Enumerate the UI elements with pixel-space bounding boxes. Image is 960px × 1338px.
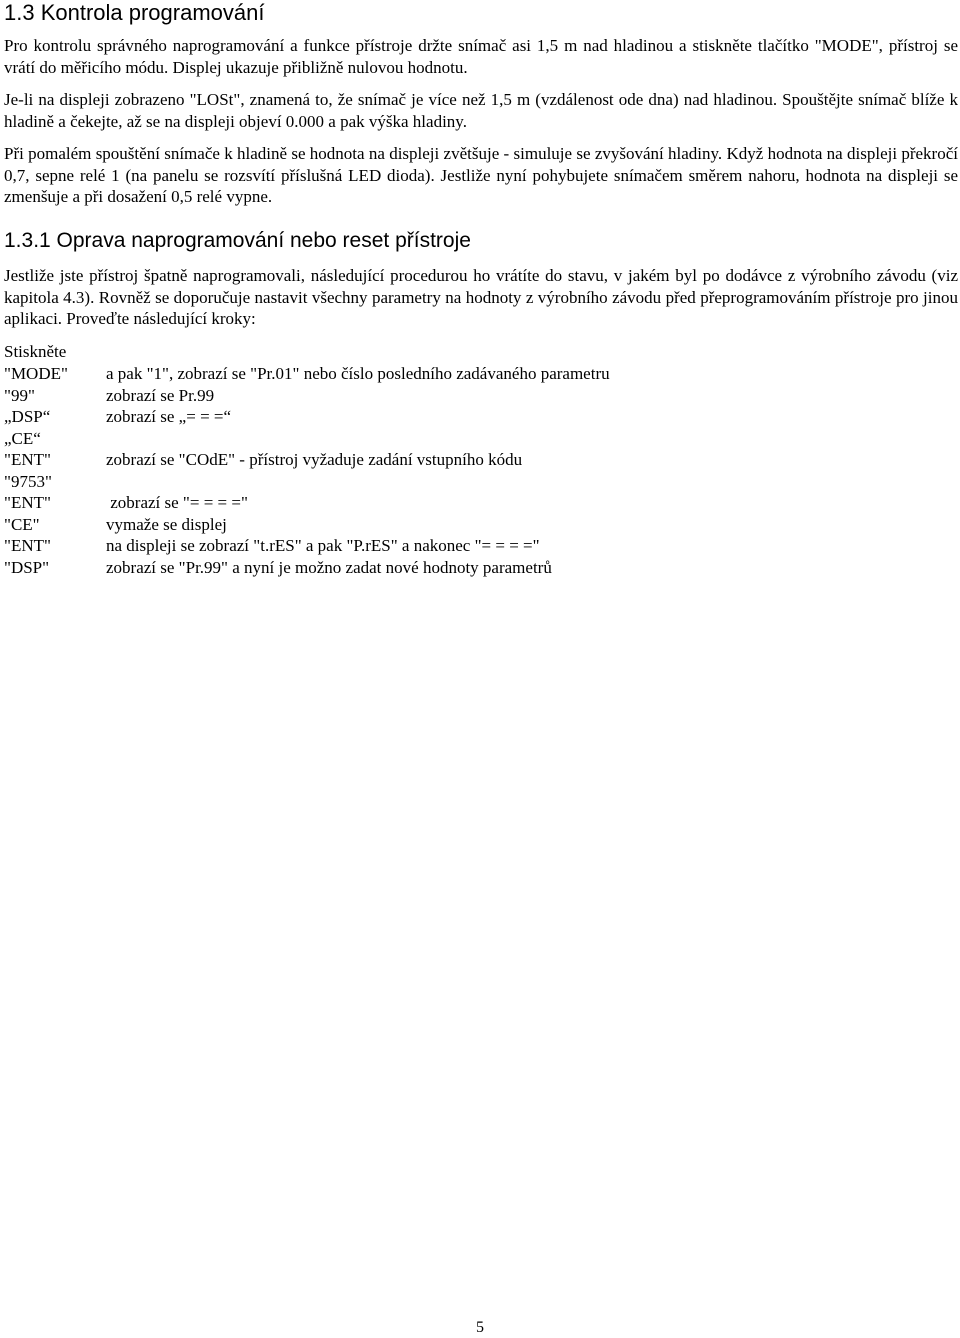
step-row [4, 557, 610, 579]
step-row [4, 535, 610, 557]
section-title: 1.3 Kontrola programování [4, 0, 265, 25]
paragraph-reset-intro: Jestliže jste přístroj špatně naprogramovali, následující procedurou ho vrátíte do stavu, v jakém byl po dodávce z výrobního závodu (viz kapitola 4.3). Rovněž se doporučuje nastavit všechny parametry na hodnoty z výrobního závodu před přeprogramováním přístroje pro jinou aplikaci. Proveďte následující kroky: [4, 266, 958, 328]
step-description: zobrazí se "Pr.99" a nyní je možno zadat nové hodnoty parametrů [106, 557, 552, 577]
step-key: "ENT" [4, 493, 51, 512]
step-key: "DSP" [4, 557, 50, 577]
step-key: „CE“ [4, 428, 41, 448]
step-key: "CE" [4, 514, 40, 534]
paragraph-programming-check: Pro kontrolu správného naprogramování a funkce přístroje držte snímač asi 1,5 m nad hladinou a stiskněte tlačítko "MODE", přístroj se vrátí do měřicího módu. Displej ukazuje přibližně nulovou hodnotu. [4, 36, 958, 77]
paragraph-lost-indication: Je-li na displeji zobrazeno "LOSt", znamená to, že snímač je více než 1,5 m (vzdálenost ode dna) nad hladinou. Spouštějte snímač blíže k hladině a čekejte, až se na displeji objeví 0.000 a pak výška hladiny. [4, 90, 958, 131]
step-description: vymaže se displej [106, 514, 227, 534]
step-key: „DSP“ [4, 407, 51, 426]
step-key: "ENT" [4, 536, 51, 555]
step-row [4, 492, 610, 514]
step-key: "ENT" [4, 450, 51, 469]
step-key: "9753" [4, 471, 52, 491]
step-key: "MODE" [4, 364, 68, 383]
paragraph-relay-behavior: Při pomalém spouštění snímače k hladině se hodnota na displeji zvětšuje - simuluje se zvyšování hladiny. Když hodnota na displeji překročí 0,7, sepne relé 1 (na panelu se rozsvítí příslušná LED dioda). Jestliže nyní pohybujete snímačem směrem nahoru, hodnota na displeji se zmenšuje a při dosažení 0,5 relé vypne. [4, 144, 958, 206]
step-row [4, 428, 610, 450]
steps-header: Stiskněte [4, 342, 67, 361]
step-key: "99" [4, 385, 35, 405]
step-row [4, 449, 610, 471]
step-row [4, 514, 610, 536]
reset-steps-list [4, 341, 610, 578]
page-number: 5 [476, 1319, 484, 1336]
step-row [4, 363, 610, 385]
step-description: zobrazí se Pr.99 [106, 385, 215, 405]
step-description: zobrazí se "= = = =" [106, 493, 248, 512]
step-description: zobrazí se "COdE" - přístroj vyžaduje zadání vstupního kódu [106, 450, 523, 469]
subsection-title: 1.3.1 Oprava naprogramování nebo reset přístroje [4, 229, 471, 252]
step-row [4, 471, 610, 493]
step-row [4, 406, 610, 428]
step-row [4, 385, 610, 407]
step-description: na displeji se zobrazí "t.rES" a pak "P.rES" a nakonec "= = = =" [106, 536, 540, 555]
step-description: a pak "1", zobrazí se "Pr.01" nebo číslo posledního zadávaného parametru [106, 364, 610, 383]
step-description: zobrazí se „= = =“ [106, 407, 232, 426]
